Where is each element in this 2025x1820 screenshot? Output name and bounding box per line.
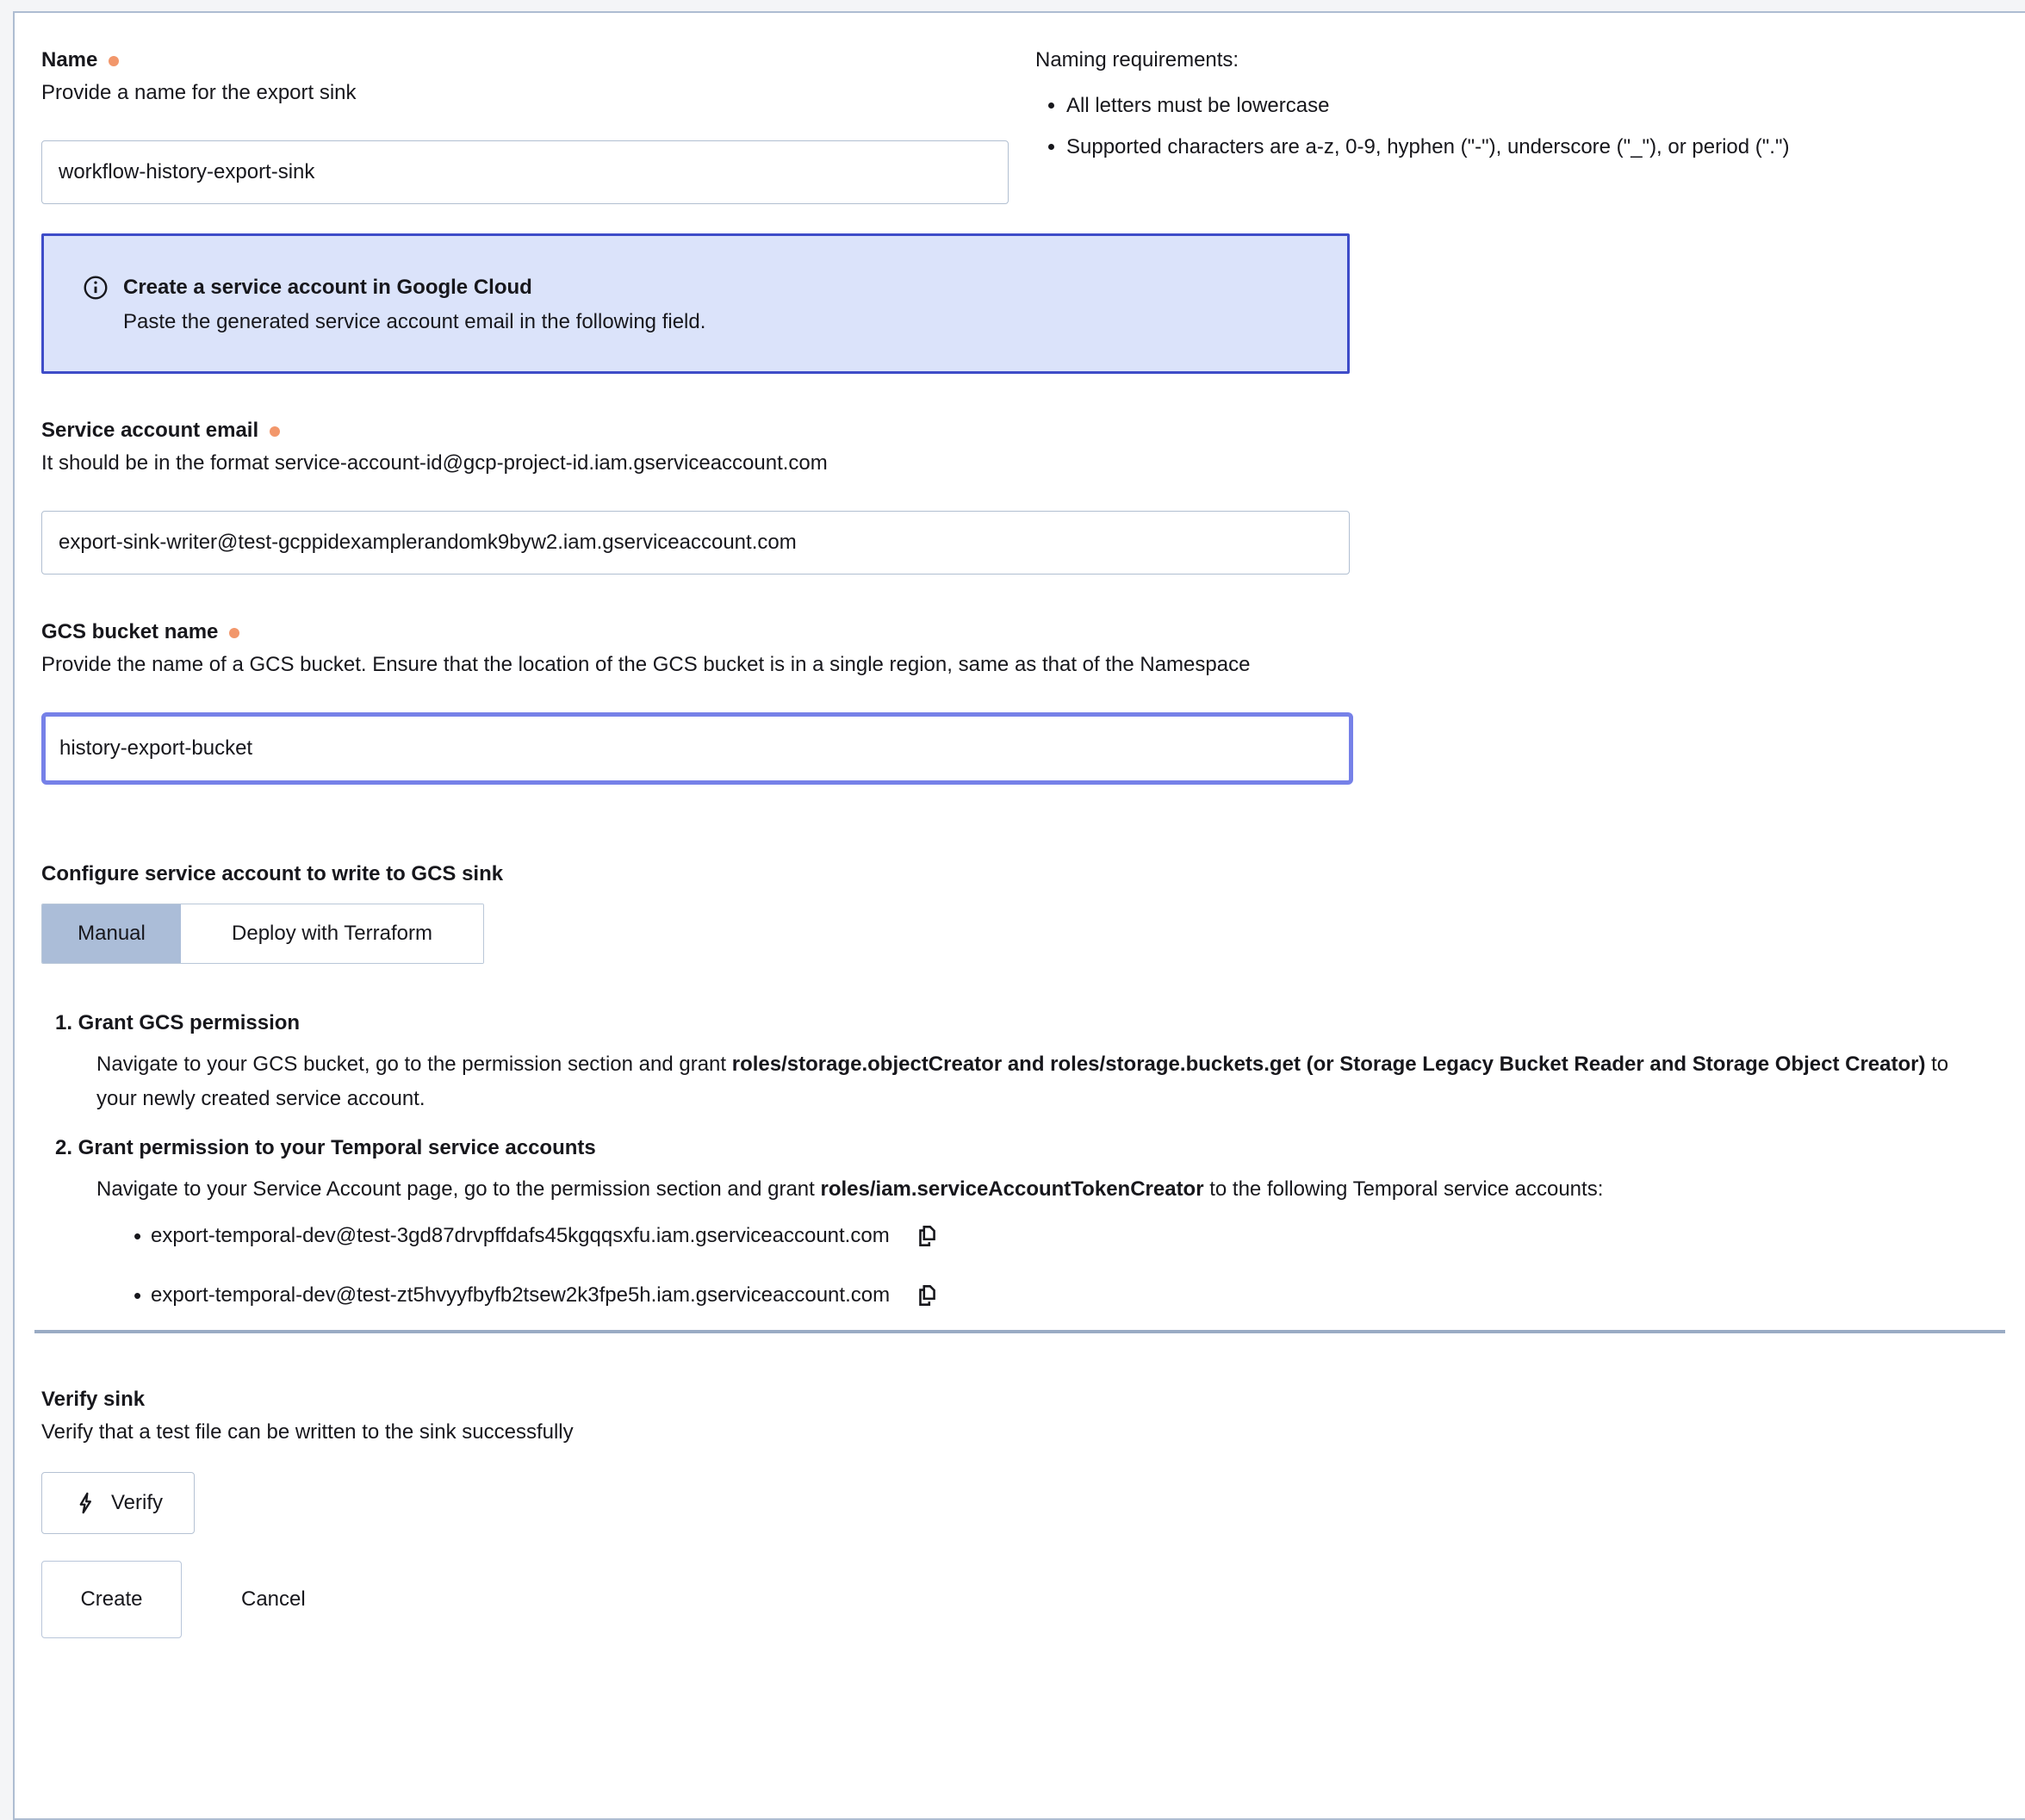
- step-2-role: roles/iam.serviceAccountTokenCreator: [820, 1177, 1204, 1201]
- cancel-button[interactable]: [241, 1561, 306, 1638]
- name-label-text: Name: [41, 48, 98, 71]
- temporal-service-account-email: export-temporal-dev@test-zt5hvyyfbyfb2tsew2k3fpe5h.iam.gserviceaccount.com: [151, 1283, 891, 1307]
- naming-requirements-title: Naming requirements:: [1035, 48, 1239, 71]
- bullet: •: [134, 1223, 142, 1249]
- bucket-label-text: GCS bucket name: [41, 620, 219, 643]
- temporal-service-account-row: [134, 1219, 2025, 1253]
- lightning-bolt-icon: [73, 1491, 97, 1515]
- temporal-service-account-row: [134, 1278, 2025, 1313]
- cancel-button-label: Cancel: [241, 1587, 306, 1611]
- copy-button[interactable]: [912, 1281, 941, 1310]
- form-actions: [41, 1561, 2025, 1638]
- naming-requirements-list: [1035, 85, 2025, 168]
- step-1-body: Navigate to your GCS bucket, go to the permission section and grant roles/storage.objectCreator and roles/storage.buckets.get (or Storage Legacy Bucket Reader and Storage Object Creator) to your newly created service account.: [96, 1053, 1949, 1110]
- required-indicator: [229, 628, 239, 638]
- verify-sink-description: Verify that a test file can be written to the sink successfully: [41, 1420, 574, 1444]
- copy-pages-icon: [914, 1283, 940, 1308]
- bucket-name-input[interactable]: [41, 712, 1353, 785]
- step-1-title: 1. Grant GCS permission: [55, 1011, 301, 1034]
- circle-info-icon: [82, 274, 109, 301]
- service-account-label: [41, 414, 2025, 447]
- step-1-roles: roles/storage.objectCreator and roles/storage.buckets.get (or Storage Legacy Bucket Reader and Storage Object Creator): [731, 1053, 1926, 1076]
- verify-sink-heading: Verify sink: [41, 1388, 146, 1411]
- naming-requirements: [1035, 44, 2025, 168]
- copy-pages-icon: [914, 1223, 940, 1249]
- bucket-description: Provide the name of a GCS bucket. Ensure that the location of the GCS bucket is in a single region, same as that of the Namespace: [41, 653, 1251, 676]
- section-divider: [34, 1330, 2005, 1333]
- verify-button-label: Verify: [111, 1491, 164, 1514]
- configure-tabs: [41, 904, 484, 964]
- step-2-body: Navigate to your Service Account page, go to the permission section and grant roles/iam.serviceAccountTokenCreator to the following Temporal service accounts:: [96, 1177, 1604, 1201]
- info-banner-message: Paste the generated service account email in the following field.: [123, 310, 706, 333]
- info-banner: [41, 233, 1350, 374]
- naming-requirement-item: • Supported characters are a-z, 0-9, hyphen ("-"), underscore ("_"), or period ("."): [1066, 127, 2025, 168]
- name-description: Provide a name for the export sink: [41, 81, 357, 104]
- export-sink-form-card: [13, 11, 2025, 1820]
- bullet: •: [134, 1283, 142, 1308]
- copy-button[interactable]: [912, 1221, 941, 1251]
- tab-manual[interactable]: [42, 904, 181, 963]
- service-account-description: It should be in the format service-account-id@gcp-project-id.iam.gserviceaccount.com: [41, 451, 828, 475]
- name-field-group: [41, 44, 1009, 204]
- info-banner-text: [123, 270, 705, 339]
- tab-deploy-with-terraform[interactable]: [181, 904, 483, 963]
- bucket-label: [41, 616, 2025, 649]
- required-indicator: [270, 426, 280, 437]
- tab-manual-label: Manual: [78, 922, 146, 945]
- verify-button[interactable]: [41, 1472, 195, 1534]
- service-account-email-input[interactable]: [41, 511, 1350, 575]
- naming-requirement-item: • All letters must be lowercase: [1066, 85, 2025, 127]
- temporal-service-account-email: export-temporal-dev@test-3gd87drvpffdafs45kgqqsxfu.iam.gserviceaccount.com: [151, 1224, 890, 1247]
- tab-terraform-label: Deploy with Terraform: [232, 922, 432, 945]
- configure-section-heading: Configure service account to write to GCS sink: [41, 862, 504, 885]
- top-row: [41, 44, 2025, 204]
- step-2-title: 2. Grant permission to your Temporal service accounts: [55, 1136, 596, 1159]
- name-label: [41, 44, 1009, 77]
- service-account-label-text: Service account email: [41, 419, 259, 442]
- required-indicator: [109, 56, 119, 66]
- create-button-label: Create: [80, 1587, 143, 1611]
- name-input[interactable]: [41, 140, 1009, 204]
- info-banner-title: Create a service account in Google Cloud: [123, 276, 532, 299]
- create-button[interactable]: [41, 1561, 182, 1638]
